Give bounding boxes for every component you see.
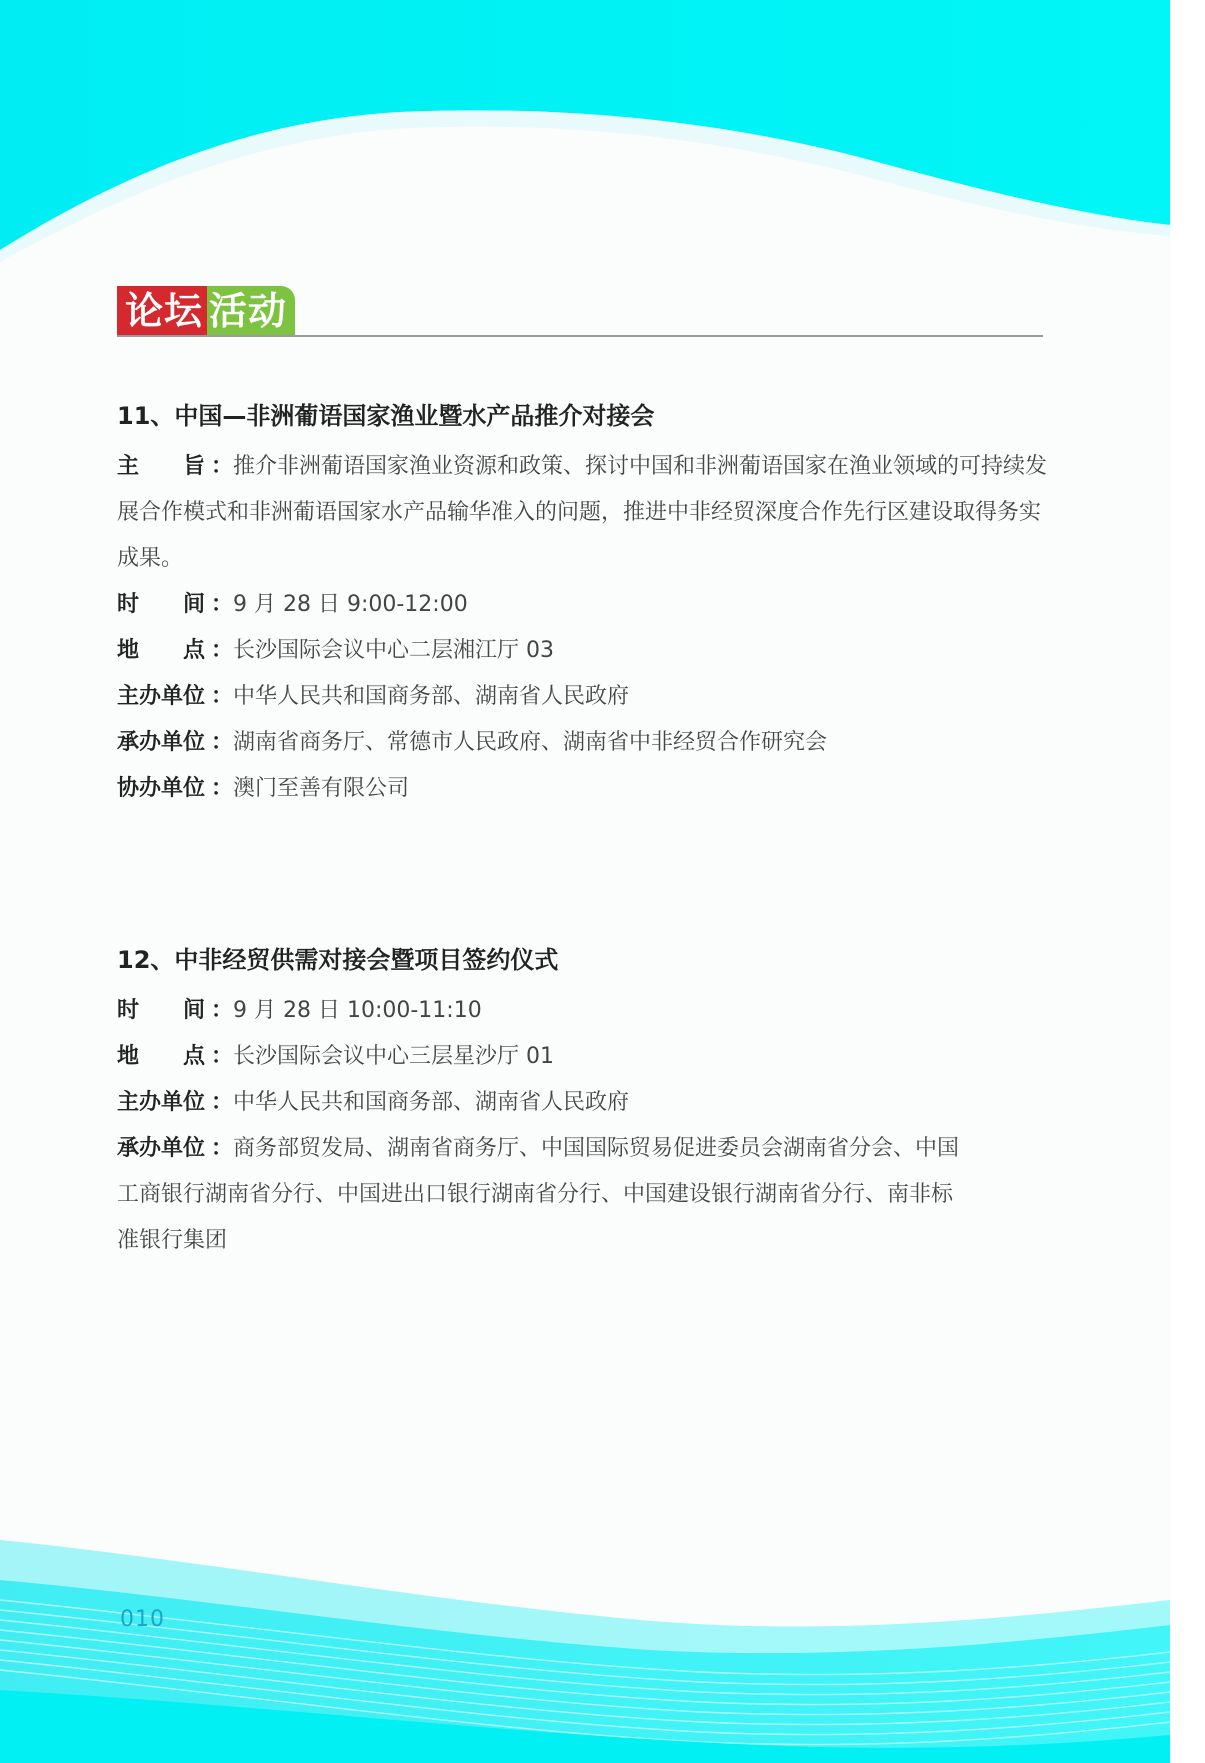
field-label: 主办单位 ： [117,1090,233,1115]
section-divider [117,335,1043,337]
field-value: 湖南省商务厅、常德市人民政府、湖南省中非经贸合作研究会 [233,730,828,755]
field-value: 9 月 28 日 10:00-11:10 [233,998,482,1023]
field-value: 推介非洲葡语国家渔业资源和政策、探讨中国和非洲葡语国家在渔业领域的可持续发展合作模式和非洲葡语国家水产品输华准入的问题，推进中非经贸深度合作先行区建设取得务实成果。 [117,454,1048,571]
field-label: 主 旨 ： [117,454,233,479]
field-co-organizer [117,766,1047,812]
field-time [117,582,1047,628]
field-organizer [117,1126,967,1264]
event-title: 12、中非经贸供需对接会暨项目签约仪式 [117,946,559,974]
field-label: 时 间 ： [117,998,233,1023]
field-host [117,1080,1047,1126]
field-label: 地 点 ： [117,1044,233,1069]
field-venue [117,628,1047,674]
field-time [117,988,1047,1034]
field-value: 9 月 28 日 9:00-12:00 [233,592,468,617]
field-label: 主办单位 ： [117,684,233,709]
field-host [117,674,1047,720]
field-value: 中华人民共和国商务部、湖南省人民政府 [233,684,630,709]
section-tag-left: 论坛 [117,286,207,336]
field-label: 承办单位 ： [117,730,233,755]
field-label: 时 间 ： [117,592,233,617]
field-label: 地 点 ： [117,638,233,663]
field-value: 澳门至善有限公司 [233,776,410,801]
field-value: 商务部贸发局、湖南省商务厅、中国国际贸易促进委员会湖南省分会、中国工商银行湖南省分行、中国进出口银行湖南省分行、中国建设银行湖南省分行、南非标准银行集团 [117,1136,960,1253]
page-number: 010 [120,1607,165,1632]
section-tag [117,286,295,336]
field-value: 长沙国际会议中心三层星沙厅 01 [233,1044,554,1069]
field-label: 协办单位 ： [117,776,233,801]
field-label: 承办单位 ： [117,1136,233,1161]
event-title: 11、中国—非洲葡语国家渔业暨水产品推介对接会 [117,402,655,430]
event-12 [117,944,1047,1264]
bottom-wave-decoration [0,1540,1170,1763]
page-margin-strip [1170,0,1205,1763]
field-organizer [117,720,1047,766]
field-value: 中华人民共和国商务部、湖南省人民政府 [233,1090,630,1115]
top-wave-decoration [0,0,1170,270]
section-tag-right: 活动 [207,286,295,336]
event-11 [117,400,1047,812]
field-value: 长沙国际会议中心二层湘江厅 03 [233,638,554,663]
field-purpose [117,444,1047,582]
field-venue [117,1034,1047,1080]
